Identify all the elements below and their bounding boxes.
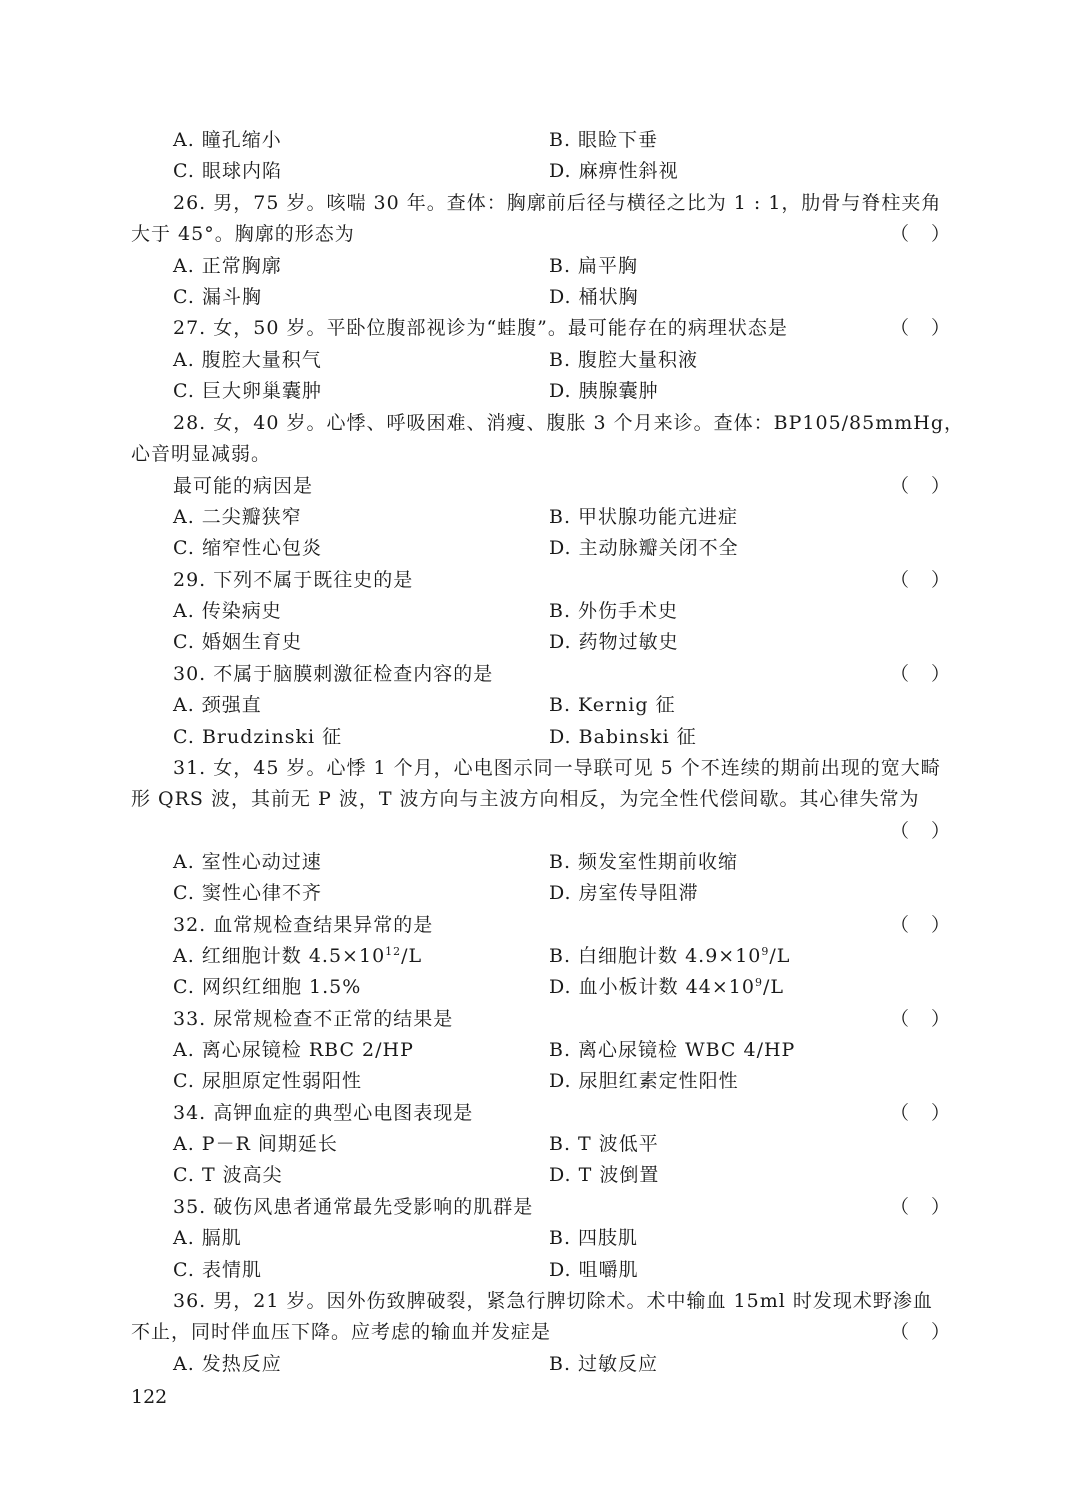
q32-answer-blank: （ ） [890, 914, 950, 936]
q27-option-b: B. 腹腔大量积液 [549, 349, 699, 371]
q26-answer-blank: （ ） [890, 223, 950, 245]
q26-option-d: D. 桶状胸 [549, 286, 639, 308]
q26-option-c: C. 漏斗胸 [173, 286, 262, 308]
q28-stem-line3: 最可能的病因是 [173, 475, 314, 497]
q30-option-d: D. Babinski 征 [549, 726, 697, 748]
q31-option-a: A. 室性心动过速 [173, 851, 322, 873]
q28-option-b: B. 甲状腺功能亢进症 [549, 506, 739, 528]
q27-option-d: D. 胰腺囊肿 [549, 380, 659, 402]
q28-option-d: D. 主动脉瓣关闭不全 [549, 537, 739, 559]
q36-stem-line1: 36. 男，21 岁。因外伤致脾破裂，紧急行脾切除术。术中输血 15ml 时发现术野渗血 [173, 1290, 933, 1312]
q26-stem-line1: 26. 男，75 岁。咳喘 30 年。查体：胸廓前后径与横径之比为 1 : 1，肋骨与脊柱夹角 [173, 192, 942, 214]
q32-option-c: C. 网织红细胞 1.5% [173, 976, 362, 998]
q31-stem-line1: 31. 女，45 岁。心悸 1 个月，心电图示同一导联可见 5 个不连续的期前出现的宽大畸 [173, 757, 941, 779]
q32-option-a: A. 红细胞计数 $4.5\times 10^{12}/L$ [173, 945, 423, 967]
q35-stem: 35. 破伤风患者通常最先受影响的肌群是 [173, 1196, 534, 1218]
q34-stem: 34. 高钾血症的典型心电图表现是 [173, 1102, 474, 1124]
q34-option-a: A. P－R 间期延长 [173, 1133, 338, 1155]
q27-option-c: C. 巨大卵巢囊肿 [173, 380, 322, 402]
q27-option-a: A. 腹腔大量积气 [173, 349, 322, 371]
q35-option-c: C. 表情肌 [173, 1259, 262, 1281]
q30-option-c: C. Brudzinski 征 [173, 726, 343, 748]
q27-stem: 27. 女，50 岁。平卧位腹部视诊为“蛙腹”。最可能存在的病理状态是 [173, 317, 788, 339]
q31-stem-line2: 形 QRS 波，其前无 P 波，T 波方向与主波方向相反，为完全性代偿间歇。其心律失常为 [131, 788, 920, 810]
q28-stem-line2: 心音明显减弱。 [131, 443, 272, 465]
q36-answer-blank: （ ） [890, 1321, 950, 1343]
page-number: 122 [131, 1386, 168, 1408]
q29-stem: 29. 下列不属于既往史的是 [173, 569, 414, 591]
q25-option-a: A. 瞳孔缩小 [173, 129, 282, 151]
q25-option-c: C. 眼球内陷 [173, 160, 282, 182]
q33-option-c: C. 尿胆原定性弱阳性 [173, 1070, 362, 1092]
q34-answer-blank: （ ） [890, 1102, 950, 1124]
q30-option-b: B. Kernig 征 [549, 694, 676, 716]
q35-answer-blank: （ ） [890, 1196, 950, 1218]
q29-option-a: A. 传染病史 [173, 600, 282, 622]
q31-option-c: C. 窦性心律不齐 [173, 882, 322, 904]
q29-option-d: D. 药物过敏史 [549, 631, 679, 653]
q30-option-a: A. 颈强直 [173, 694, 262, 716]
q36-option-a: A. 发热反应 [173, 1353, 282, 1375]
q28-stem-line1: 28. 女，40 岁。心悸、呼吸困难、消瘦、腹胀 3 个月来诊。查体：BP105/85mmHg， [173, 412, 964, 434]
q25-option-d: D. 麻痹性斜视 [549, 160, 679, 182]
q33-option-d: D. 尿胆红素定性阳性 [549, 1070, 739, 1092]
q26-option-a: A. 正常胸廓 [173, 255, 282, 277]
q31-answer-blank: （ ） [890, 820, 950, 842]
q26-stem-line2: 大于 45°。胸廓的形态为 [131, 223, 355, 245]
q36-option-b: B. 过敏反应 [549, 1353, 659, 1375]
q34-option-d: D. T 波倒置 [549, 1164, 660, 1186]
q35-option-b: B. 四肢肌 [549, 1227, 639, 1249]
q31-option-b: B. 频发室性期前收缩 [549, 851, 739, 873]
q28-option-c: C. 缩窄性心包炎 [173, 537, 322, 559]
q35-option-d: D. 咀嚼肌 [549, 1259, 639, 1281]
q28-answer-blank: （ ） [890, 475, 950, 497]
q31-option-d: D. 房室传导阻滞 [549, 882, 699, 904]
q36-stem-line2: 不止，同时伴血压下降。应考虑的输血并发症是 [131, 1321, 552, 1343]
q33-answer-blank: （ ） [890, 1008, 950, 1030]
q33-option-a: A. 离心尿镜检 RBC 2/HP [173, 1039, 414, 1061]
q26-option-b: B. 扁平胸 [549, 255, 639, 277]
q32-option-d: D. 血小板计数 $44\times 10^9/L$ [549, 976, 784, 998]
q28-option-a: A. 二尖瓣狭窄 [173, 506, 302, 528]
q29-option-b: B. 外伤手术史 [549, 600, 679, 622]
q29-answer-blank: （ ） [890, 569, 950, 591]
q30-answer-blank: （ ） [890, 663, 950, 685]
q33-stem: 33. 尿常规检查不正常的结果是 [173, 1008, 454, 1030]
q32-option-b: B. 白细胞计数 $4.9\times 10^9/L$ [549, 945, 791, 967]
q30-stem: 30. 不属于脑膜刺激征检查内容的是 [173, 663, 494, 685]
q25-option-b: B. 眼睑下垂 [549, 129, 659, 151]
q29-option-c: C. 婚姻生育史 [173, 631, 302, 653]
q34-option-b: B. T 波低平 [549, 1133, 659, 1155]
q34-option-c: C. T 波高尖 [173, 1164, 283, 1186]
q32-stem: 32. 血常规检查结果异常的是 [173, 914, 434, 936]
q35-option-a: A. 膈肌 [173, 1227, 242, 1249]
q33-option-b: B. 离心尿镜检 WBC 4/HP [549, 1039, 796, 1061]
q27-answer-blank: （ ） [890, 317, 950, 339]
